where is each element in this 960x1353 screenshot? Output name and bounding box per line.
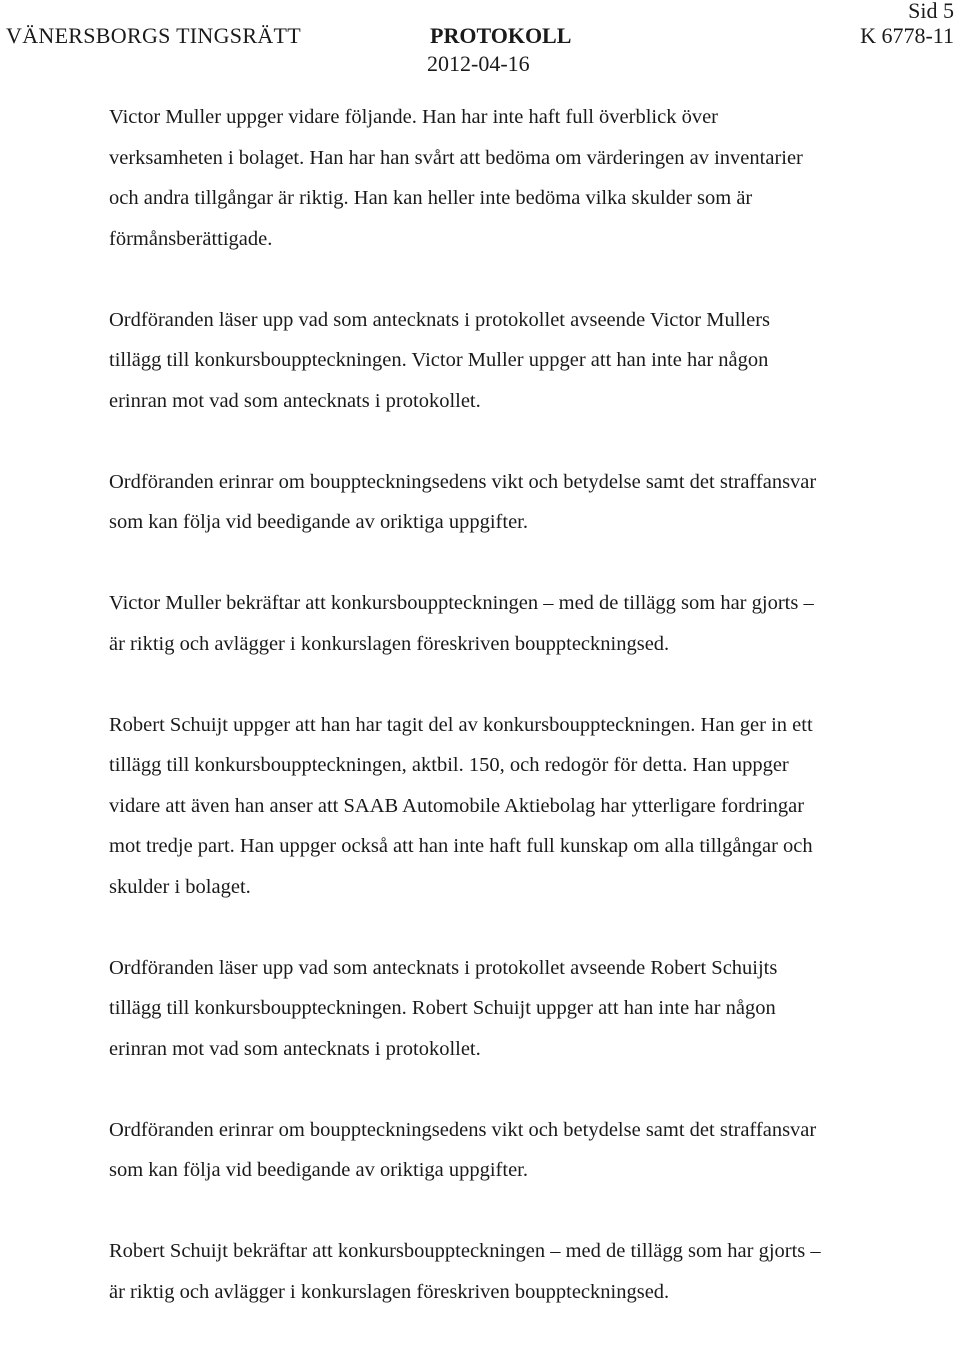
paragraph bbox=[109, 948, 931, 1070]
paragraph-line: förmånsberättigade. bbox=[109, 227, 273, 250]
document-title: PROTOKOLL bbox=[430, 23, 572, 48]
paragraph-line: Ordföranden erinrar om bouppteckningsedens vikt och betydelse samt det straffansvar bbox=[109, 1118, 817, 1141]
paragraph bbox=[109, 705, 931, 908]
document-header bbox=[0, 22, 960, 52]
paragraph-line: Ordföranden läser upp vad som antecknats i protokollet avseende Robert Schuijts bbox=[109, 956, 778, 979]
paragraph-line: tillägg till konkursbouppteckningen. Robert Schuijt uppger att han inte har någon bbox=[109, 997, 776, 1019]
paragraph-line: Ordföranden läser upp vad som antecknats i protokollet avseende Victor Mullers bbox=[109, 308, 771, 331]
paragraph-line: skulder i bolaget. bbox=[109, 875, 251, 898]
paragraph-line: tillägg till konkursbouppteckningen, aktbil. 150, och redogör för detta. Han uppger bbox=[109, 754, 789, 776]
court-name: VÄNERSBORGS TINGSRÄTT bbox=[6, 23, 301, 48]
paragraph-line: Ordföranden erinrar om bouppteckningsedens vikt och betydelse samt det straffansvar bbox=[109, 470, 817, 493]
document-date: 2012-04-16 bbox=[427, 51, 530, 76]
paragraph-line: vidare att även han anser att SAAB Automobile Aktiebolag har ytterligare fordringar bbox=[109, 794, 805, 817]
paragraph-line: mot tredje part. Han uppger också att han inte haft full kunskap om alla tillgångar och bbox=[109, 835, 813, 857]
page-number: Sid 5 bbox=[908, 0, 954, 23]
paragraph bbox=[109, 97, 931, 259]
paragraph bbox=[109, 462, 931, 543]
paragraph-line: är riktig och avlägger i konkurslagen föreskriven bouppteckningsed. bbox=[109, 1280, 670, 1303]
paragraph-line: tillägg till konkursbouppteckningen. Victor Muller uppger att han inte har någon bbox=[109, 349, 769, 371]
paragraph bbox=[109, 583, 931, 664]
paragraph bbox=[109, 1110, 931, 1191]
paragraph-line: som kan följa vid beedigande av oriktiga uppgifter. bbox=[109, 511, 528, 533]
paragraph-line: är riktig och avlägger i konkurslagen föreskriven bouppteckningsed. bbox=[109, 632, 670, 655]
paragraph-line: erinran mot vad som antecknats i protokollet. bbox=[109, 389, 481, 412]
document-body bbox=[109, 97, 931, 1353]
paragraph-line: Robert Schuijt uppger att han har tagit del av konkursbouppteckningen. Han ger in ett bbox=[109, 713, 813, 736]
paragraph-line: verksamheten i bolaget. Han har han svårt att bedöma om värderingen av inventarier bbox=[109, 146, 803, 169]
case-number: K 6778-11 bbox=[860, 23, 954, 48]
paragraph-line: Victor Muller uppger vidare följande. Han har inte haft full överblick över bbox=[109, 106, 718, 128]
paragraph bbox=[109, 1231, 931, 1312]
paragraph bbox=[109, 300, 931, 422]
paragraph-line: Victor Muller bekräftar att konkursbouppteckningen – med de tillägg som har gjorts – bbox=[109, 592, 814, 614]
paragraph-line: Robert Schuijt bekräftar att konkursbouppteckningen – med de tillägg som har gjorts – bbox=[109, 1240, 821, 1262]
paragraph-line: och andra tillgångar är riktig. Han kan heller inte bedöma vilka skulder som är bbox=[109, 187, 753, 209]
paragraph-line: erinran mot vad som antecknats i protokollet. bbox=[109, 1037, 481, 1060]
paragraph-line: som kan följa vid beedigande av oriktiga uppgifter. bbox=[109, 1159, 528, 1181]
